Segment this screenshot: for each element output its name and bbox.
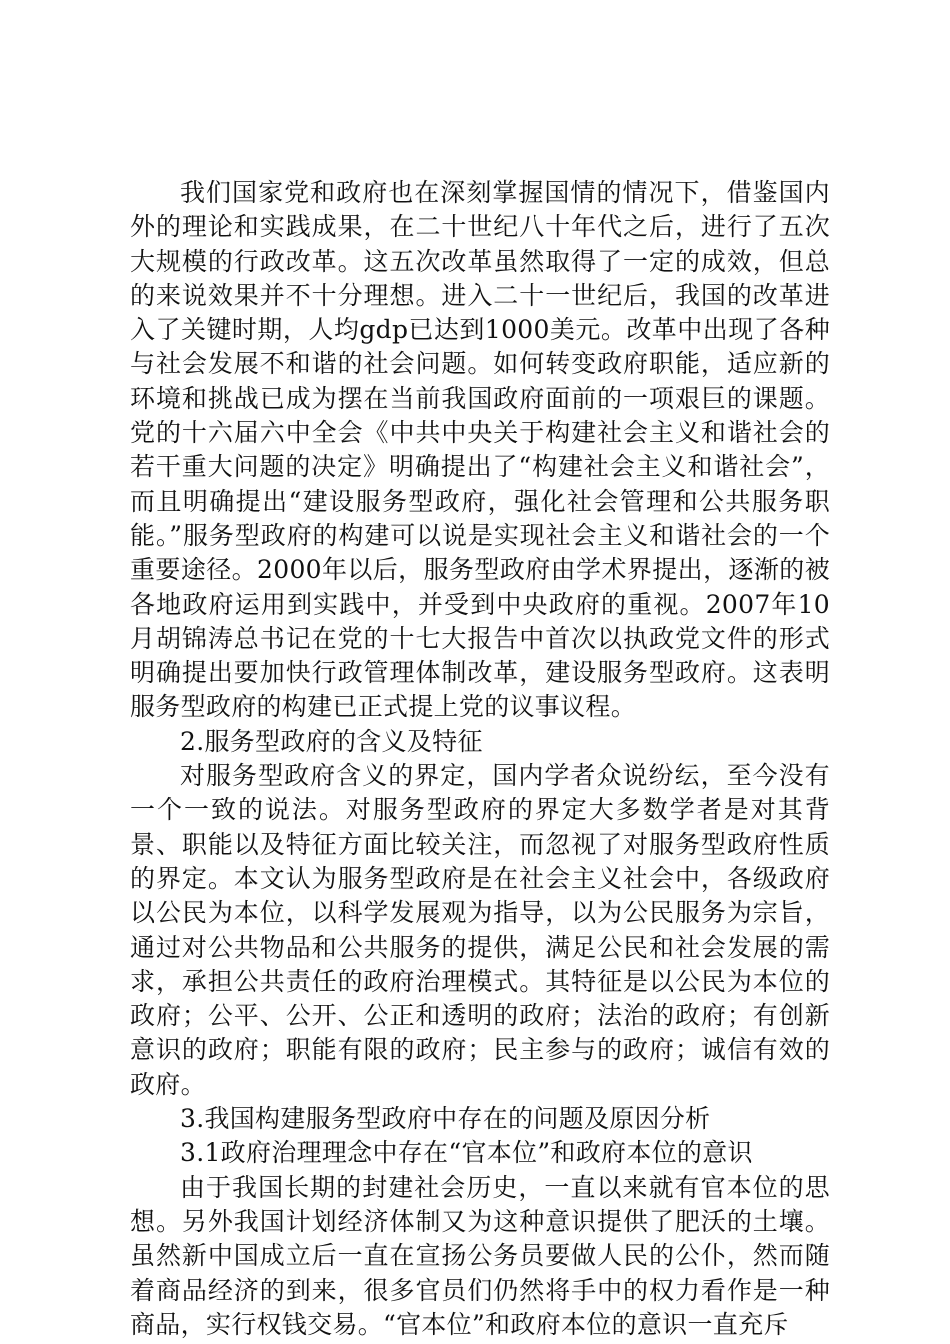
paragraph-official-standard: 由于我国长期的封建社会历史，一直以来就有官本位的思想。另外我国计划经济体制又为这种意识提供了肥沃的土壤。虽然新中国成立后一直在宣扬公务员要做人民的公仆，然而随着商品经济的到来，很多官员们仍然将手中的权力看作是一种商品，实行权钱交易。“官本位”和政府本位的意识一直充斥 [130, 1172, 830, 1339]
paragraph-definition: 对服务型政府含义的界定，国内学者众说纷纭，至今没有一个一致的说法。对服务型政府的界定大多数学者是对其背景、职能以及特征方面比较关注，而忽视了对服务型政府性质的界定。本文认为服务型政府是在社会主义社会中，各级政府以公民为本位，以科学发展观为指导，以为公民服务为宗旨，通过对公共物品和公共服务的提供，满足公民和社会发展的需求，承担公共责任的政府治理模式。其特征是以公民为本位的政府；公平、公开、公正和透明的政府；法治的政府；有创新意识的政府；职能有限的政府；民主参与的政府；诚信有效的政府。 [130, 761, 830, 1099]
section-heading-3: 3.我国构建服务型政府中存在的问题及原因分析 [180, 1104, 711, 1134]
section-heading-2: 2.服务型政府的含义及特征 [180, 726, 483, 756]
paragraph-background: 我们国家党和政府也在深刻掌握国情的情况下，借鉴国内外的理论和实践成果，在二十世纪八十年代之后，进行了五次大规模的行政改革。这五次改革虽然取得了一定的成效，但总的来说效果并不十分理想。进入二十一世纪后，我国的改革进入了关键时期，人均gdp已达到1000美元。改革中出现了各种与社会发展不和谐的社会问题。如何转变政府职能，适应新的环境和挑战已成为摆在当前我国政府面前的一项艰巨的课题。党的十六届六中全会《中共中央关于构建社会主义和谐社会的若干重大问题的决定》明确提出了“构建社会主义和谐社会”，而且明确提出“建设服务型政府，强化社会管理和公共服务职能。”服务型政府的构建可以说是实现社会主义和谐社会的一个重要途径。2000年以后，服务型政府由学术界提出，逐渐的被各地政府运用到实践中，并受到中央政府的重视。2007年10月胡锦涛总书记在党的十七大报告中首次以执政党文件的形式明确提出要加快行政管理体制改革，建设服务型政府。这表明服务型政府的构建已正式提上党的议事议程。 [130, 178, 830, 722]
section-heading-3-1: 3.1政府治理理念中存在“官本位”和政府本位的意识 [180, 1138, 753, 1168]
document-body [130, 176, 830, 1342]
